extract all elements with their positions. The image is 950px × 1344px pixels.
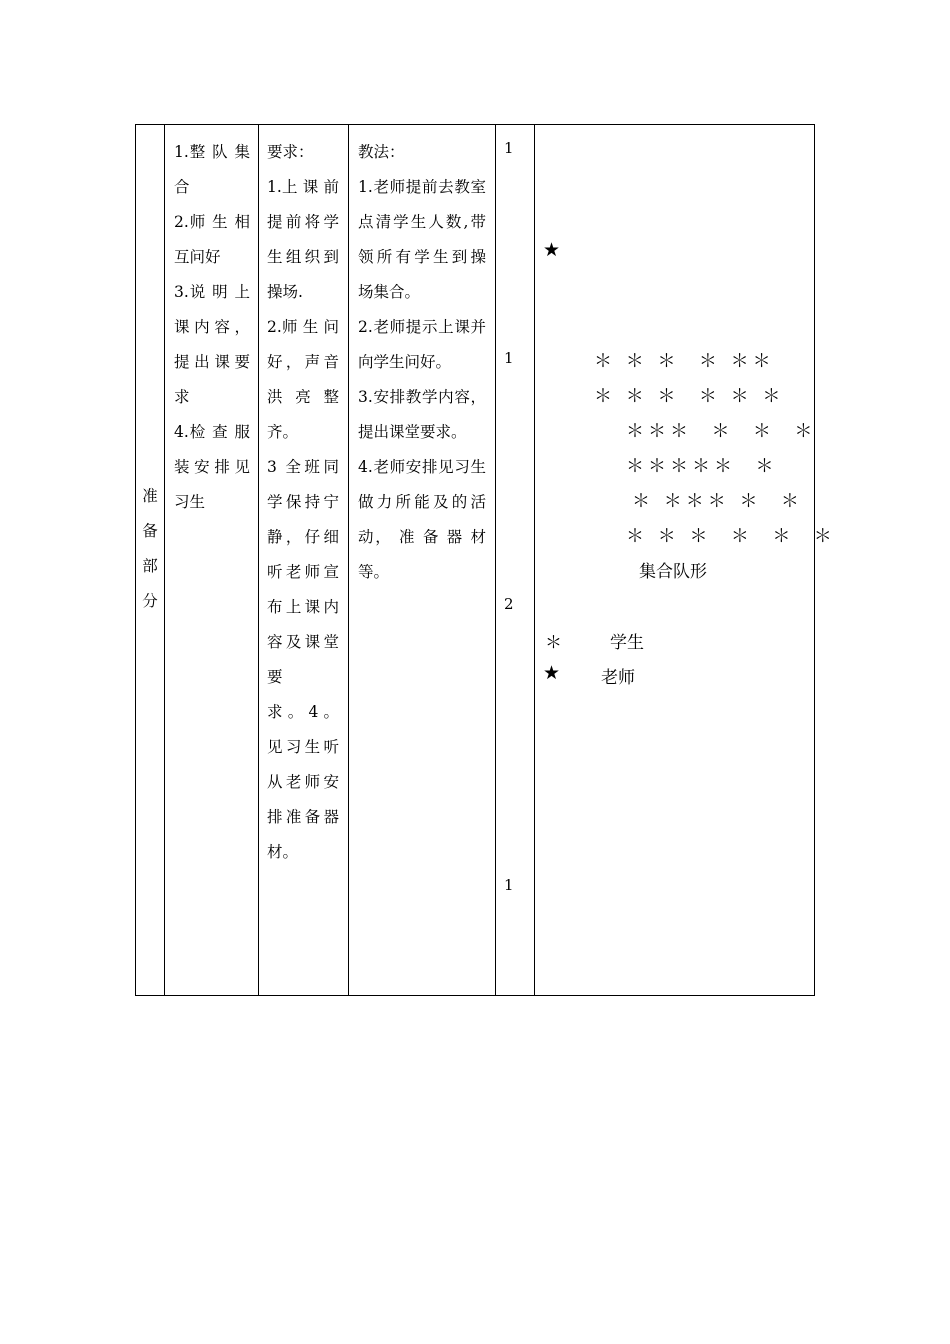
formation-caption: 集合队形 xyxy=(639,562,707,582)
column-divider xyxy=(495,125,496,995)
content-line: 3.说 明 上 xyxy=(174,283,250,301)
requirement-line: 操场. xyxy=(267,283,303,301)
content-line: 提出课要 xyxy=(174,353,250,371)
requirement-line: 要求： xyxy=(267,143,314,161)
formation-row: ＊＊＊＊＊ ＊ xyxy=(626,456,778,477)
time-value: 1 xyxy=(504,349,514,367)
column-divider xyxy=(534,125,535,995)
requirement-line: 听老师宣 xyxy=(267,563,339,581)
formation-row: ＊ ＊ ＊ ＊ ＊ ＊ xyxy=(626,526,836,547)
method-line: 领所有学生到操 xyxy=(358,248,486,266)
requirement-line: 布上课内 xyxy=(267,598,339,616)
requirements-column xyxy=(267,135,339,870)
section-label: 准 备 部 分 xyxy=(142,487,158,610)
legend-label: 老师 xyxy=(601,668,635,688)
method-line: 1.老师提前去教室 xyxy=(358,178,486,196)
method-line: 做力所能及的活 xyxy=(358,493,486,511)
column-divider xyxy=(348,125,349,995)
content-line: 互问好 xyxy=(174,248,221,266)
requirement-line: 要 xyxy=(267,668,283,686)
content-line: 4.检 查 服 xyxy=(174,423,250,441)
content-line: 装安排见 xyxy=(174,458,250,476)
legend-label: 学生 xyxy=(610,633,644,653)
time-value: 2 xyxy=(504,595,514,613)
method-line: 教法： xyxy=(358,143,405,161)
method-line: 点清学生人数,带 xyxy=(358,213,486,231)
content-line: 1.整 队 集 xyxy=(174,143,250,161)
formation-row: ＊＊＊ ＊ ＊ ＊ xyxy=(626,421,817,442)
content-line: 2.师 生 相 xyxy=(174,213,250,231)
content-line: 求 xyxy=(174,388,190,406)
method-line: 提出课堂要求。 xyxy=(358,423,467,441)
content-column xyxy=(174,135,250,520)
formation-row: ＊ ＊ ＊ ＊ ＊ ＊ xyxy=(594,386,785,407)
method-line: 向学生问好。 xyxy=(358,353,452,371)
requirement-line: 容及课堂 xyxy=(267,633,339,651)
column-divider xyxy=(258,125,259,995)
requirement-line: 排准备器 xyxy=(267,808,339,826)
formation-row: ＊ ＊ ＊ ＊ ＊＊ xyxy=(594,351,775,372)
formation-row: ＊ ＊＊＊ ＊ ＊ xyxy=(632,491,803,512)
requirement-line: 学保持宁 xyxy=(267,493,339,511)
content-line: 合 xyxy=(174,178,190,196)
requirement-line: 静，仔细 xyxy=(267,528,339,546)
method-line: 4.老师安排见习生 xyxy=(358,458,486,476)
requirement-line: 洪 亮 整 xyxy=(267,388,339,406)
requirement-line: 3 全班同 xyxy=(267,458,339,476)
requirement-line: 1.上 课 前 xyxy=(267,178,339,196)
requirement-line: 材。 xyxy=(267,843,299,861)
requirement-line: 齐。 xyxy=(267,423,299,441)
time-value: 1 xyxy=(504,139,514,157)
requirement-line: 2.师 生 问 xyxy=(267,318,339,336)
method-line: 2.老师提示上课并 xyxy=(358,318,486,336)
content-line: 课内容， xyxy=(174,318,250,336)
requirement-line: 求 。 4 。 xyxy=(267,703,339,721)
requirement-line: 提前将学 xyxy=(267,213,339,231)
time-value: 1 xyxy=(504,876,514,894)
teacher-symbol-icon: ★ xyxy=(543,662,561,684)
teacher-star-icon: ★ xyxy=(543,239,565,261)
student-symbol-icon: ＊ xyxy=(545,633,562,653)
method-line: 场集合。 xyxy=(358,283,421,301)
requirement-line: 见习生听 xyxy=(267,738,339,756)
method-line: 动， 准 备 器 材 xyxy=(358,528,486,546)
method-line: 等。 xyxy=(358,563,390,581)
method-line: 3.安排教学内容， xyxy=(358,388,486,406)
lesson-plan-table xyxy=(135,124,836,996)
requirement-line: 好，声音 xyxy=(267,353,339,371)
method-column xyxy=(358,135,486,590)
requirement-line: 从老师安 xyxy=(267,773,339,791)
column-divider xyxy=(164,125,165,995)
content-line: 习生 xyxy=(174,493,206,511)
requirement-line: 生组织到 xyxy=(267,248,339,266)
